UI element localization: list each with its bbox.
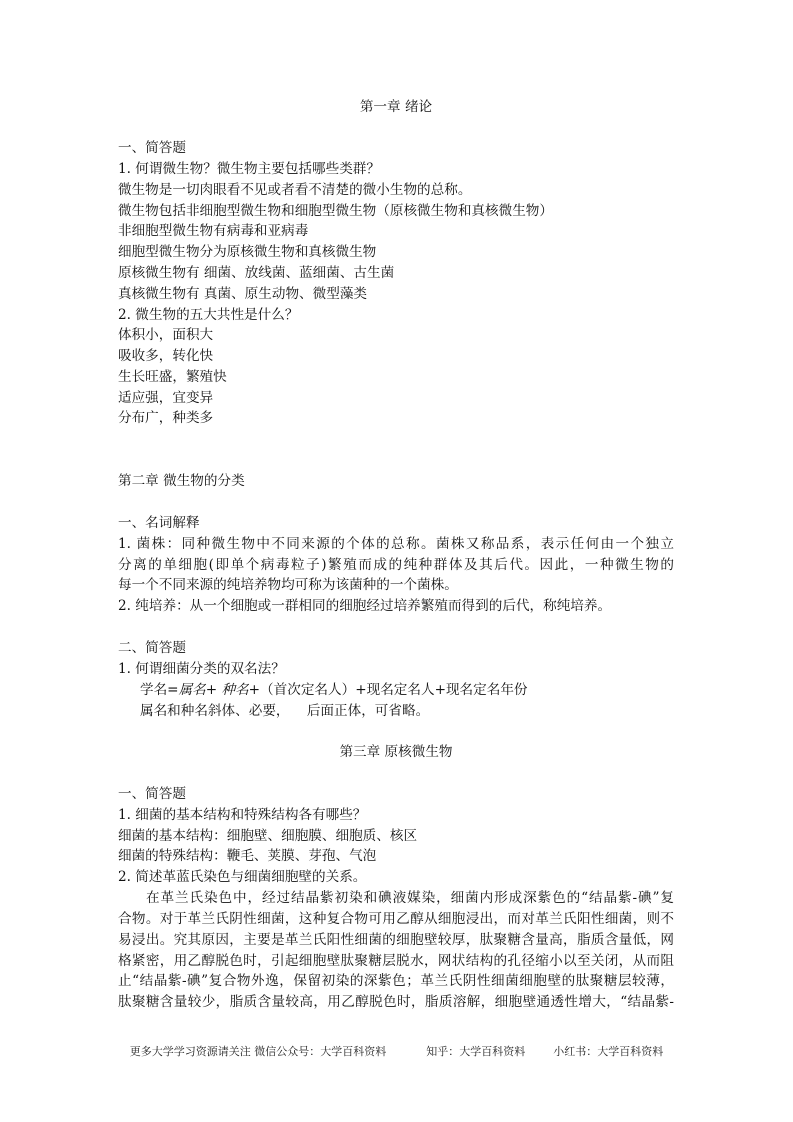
question: 1. 细菌的基本结构和特殊结构各有哪些？ [118, 807, 367, 823]
chapter-1-title: 第一章 绪论 [359, 99, 433, 115]
definition-line: 分离的单细胞(即单个病毒粒子)繁殖而成的纯种群体及其后代。因此，一种微生物的 [118, 557, 674, 573]
answer-line: 生长旺盛，繁殖快 [118, 369, 227, 385]
chapter-2-title: 第二章 微生物的分类 [118, 473, 245, 489]
answer-line: 非细胞型微生物有病毒和亚病毒 [118, 223, 309, 239]
paragraph-line: 肽聚糖含量较少，脂质含量较高，用乙醇脱色时，脂质溶解，细胞壁通透性增大，“结晶紫- [118, 994, 674, 1010]
answer-line: 吸收多，转化快 [118, 348, 214, 364]
formula-prefix: 学名= [140, 682, 179, 698]
formula-rest: +（首次定名人）+现名定名人+现名定名年份 [248, 682, 528, 698]
footer-zhihu: 知乎：大学百科资料 [426, 1045, 526, 1058]
definition-line: 2. 纯培养：从一个细胞或一群相同的细胞经过培养繁殖而得到的后代，称纯培养。 [118, 598, 612, 614]
section-heading: 二、简答题 [118, 640, 186, 656]
page-footer [0, 1043, 793, 1059]
paragraph-line: 格紧密，用乙醇脱色时，引起细胞壁肽聚糖层脱水，网状结构的孔径缩小以至关闭，从而阻 [118, 953, 674, 969]
chapter-3-title: 第三章 原核微生物 [339, 744, 453, 760]
formula-plus: + [205, 682, 222, 698]
formula-species: 种名 [221, 682, 249, 698]
answer-line: 微生物是一切肉眼看不见或者看不清楚的微小生物的总称。 [118, 182, 472, 198]
question: 2. 简述革蓝氏染色与细菌细胞壁的关系。 [118, 869, 367, 885]
question: 1. 何谓细菌分类的双名法？ [118, 661, 285, 677]
answer-line: 分布广，种类多 [118, 410, 214, 426]
section-heading: 一、简答题 [118, 140, 186, 156]
paragraph-line: 止“结晶紫-碘”复合物外逸，保留初染的深紫色；革兰氏阴性细菌细胞壁的肽聚糖层较薄， [118, 973, 674, 989]
answer-line: 微生物包括非细胞型微生物和细胞型微生物（原核微生物和真核微生物） [118, 203, 553, 219]
paragraph-line: 合物。对于革兰氏阴性细菌，这种复合物可用乙醇从细胞浸出，而对革兰氏阳性细菌，则不 [118, 911, 674, 927]
footer-wechat: 更多大学学习资源请关注 微信公众号：大学百科资料 [129, 1045, 387, 1058]
answer-line: 细菌的基本结构：细胞壁、细胞膜、细胞质、核区 [118, 828, 418, 844]
note-line: 属名和种名斜体、必要， 后面正体，可省略。 [140, 703, 430, 719]
section-heading: 一、名词解释 [118, 515, 200, 531]
section-heading: 一、简答题 [118, 786, 186, 802]
definition-line: 1. 菌株：同种微生物中不同来源的个体的总称。菌株又称品系，表示任何由一个独立 [118, 536, 674, 552]
question: 2. 微生物的五大共性是什么？ [118, 307, 299, 323]
answer-line: 细胞型微生物分为原核微生物和真核微生物 [118, 244, 377, 260]
answer-line: 真核微生物有 真菌、原生动物、微型藻类 [118, 286, 368, 302]
formula-genus: 属名 [178, 682, 206, 698]
formula-line [118, 680, 528, 700]
definition-line: 每一个不同来源的纯培养物均可称为该菌种的一个菌株。 [118, 577, 458, 593]
question: 1. 何谓微生物？微生物主要包括哪些类群？ [118, 161, 380, 177]
answer-line: 适应强，宜变异 [118, 390, 214, 406]
paragraph-line: 易浸出。究其原因，主要是革兰氏阳性细菌的细胞壁较厚，肽聚糖含量高，脂质含量低，网 [118, 932, 674, 948]
footer-xiaohongshu: 小红书：大学百科资料 [553, 1045, 664, 1058]
answer-line: 细菌的特殊结构：鞭毛、荚膜、芽孢、气泡 [118, 848, 377, 864]
paragraph-line: 在革兰氏染色中，经过结晶紫初染和碘液媒染，细菌内形成深紫色的“结晶紫-碘”复 [146, 890, 674, 906]
answer-line: 体积小，面积大 [118, 327, 214, 343]
answer-line: 原核微生物有 细菌、放线菌、蓝细菌、古生菌 [118, 265, 395, 281]
